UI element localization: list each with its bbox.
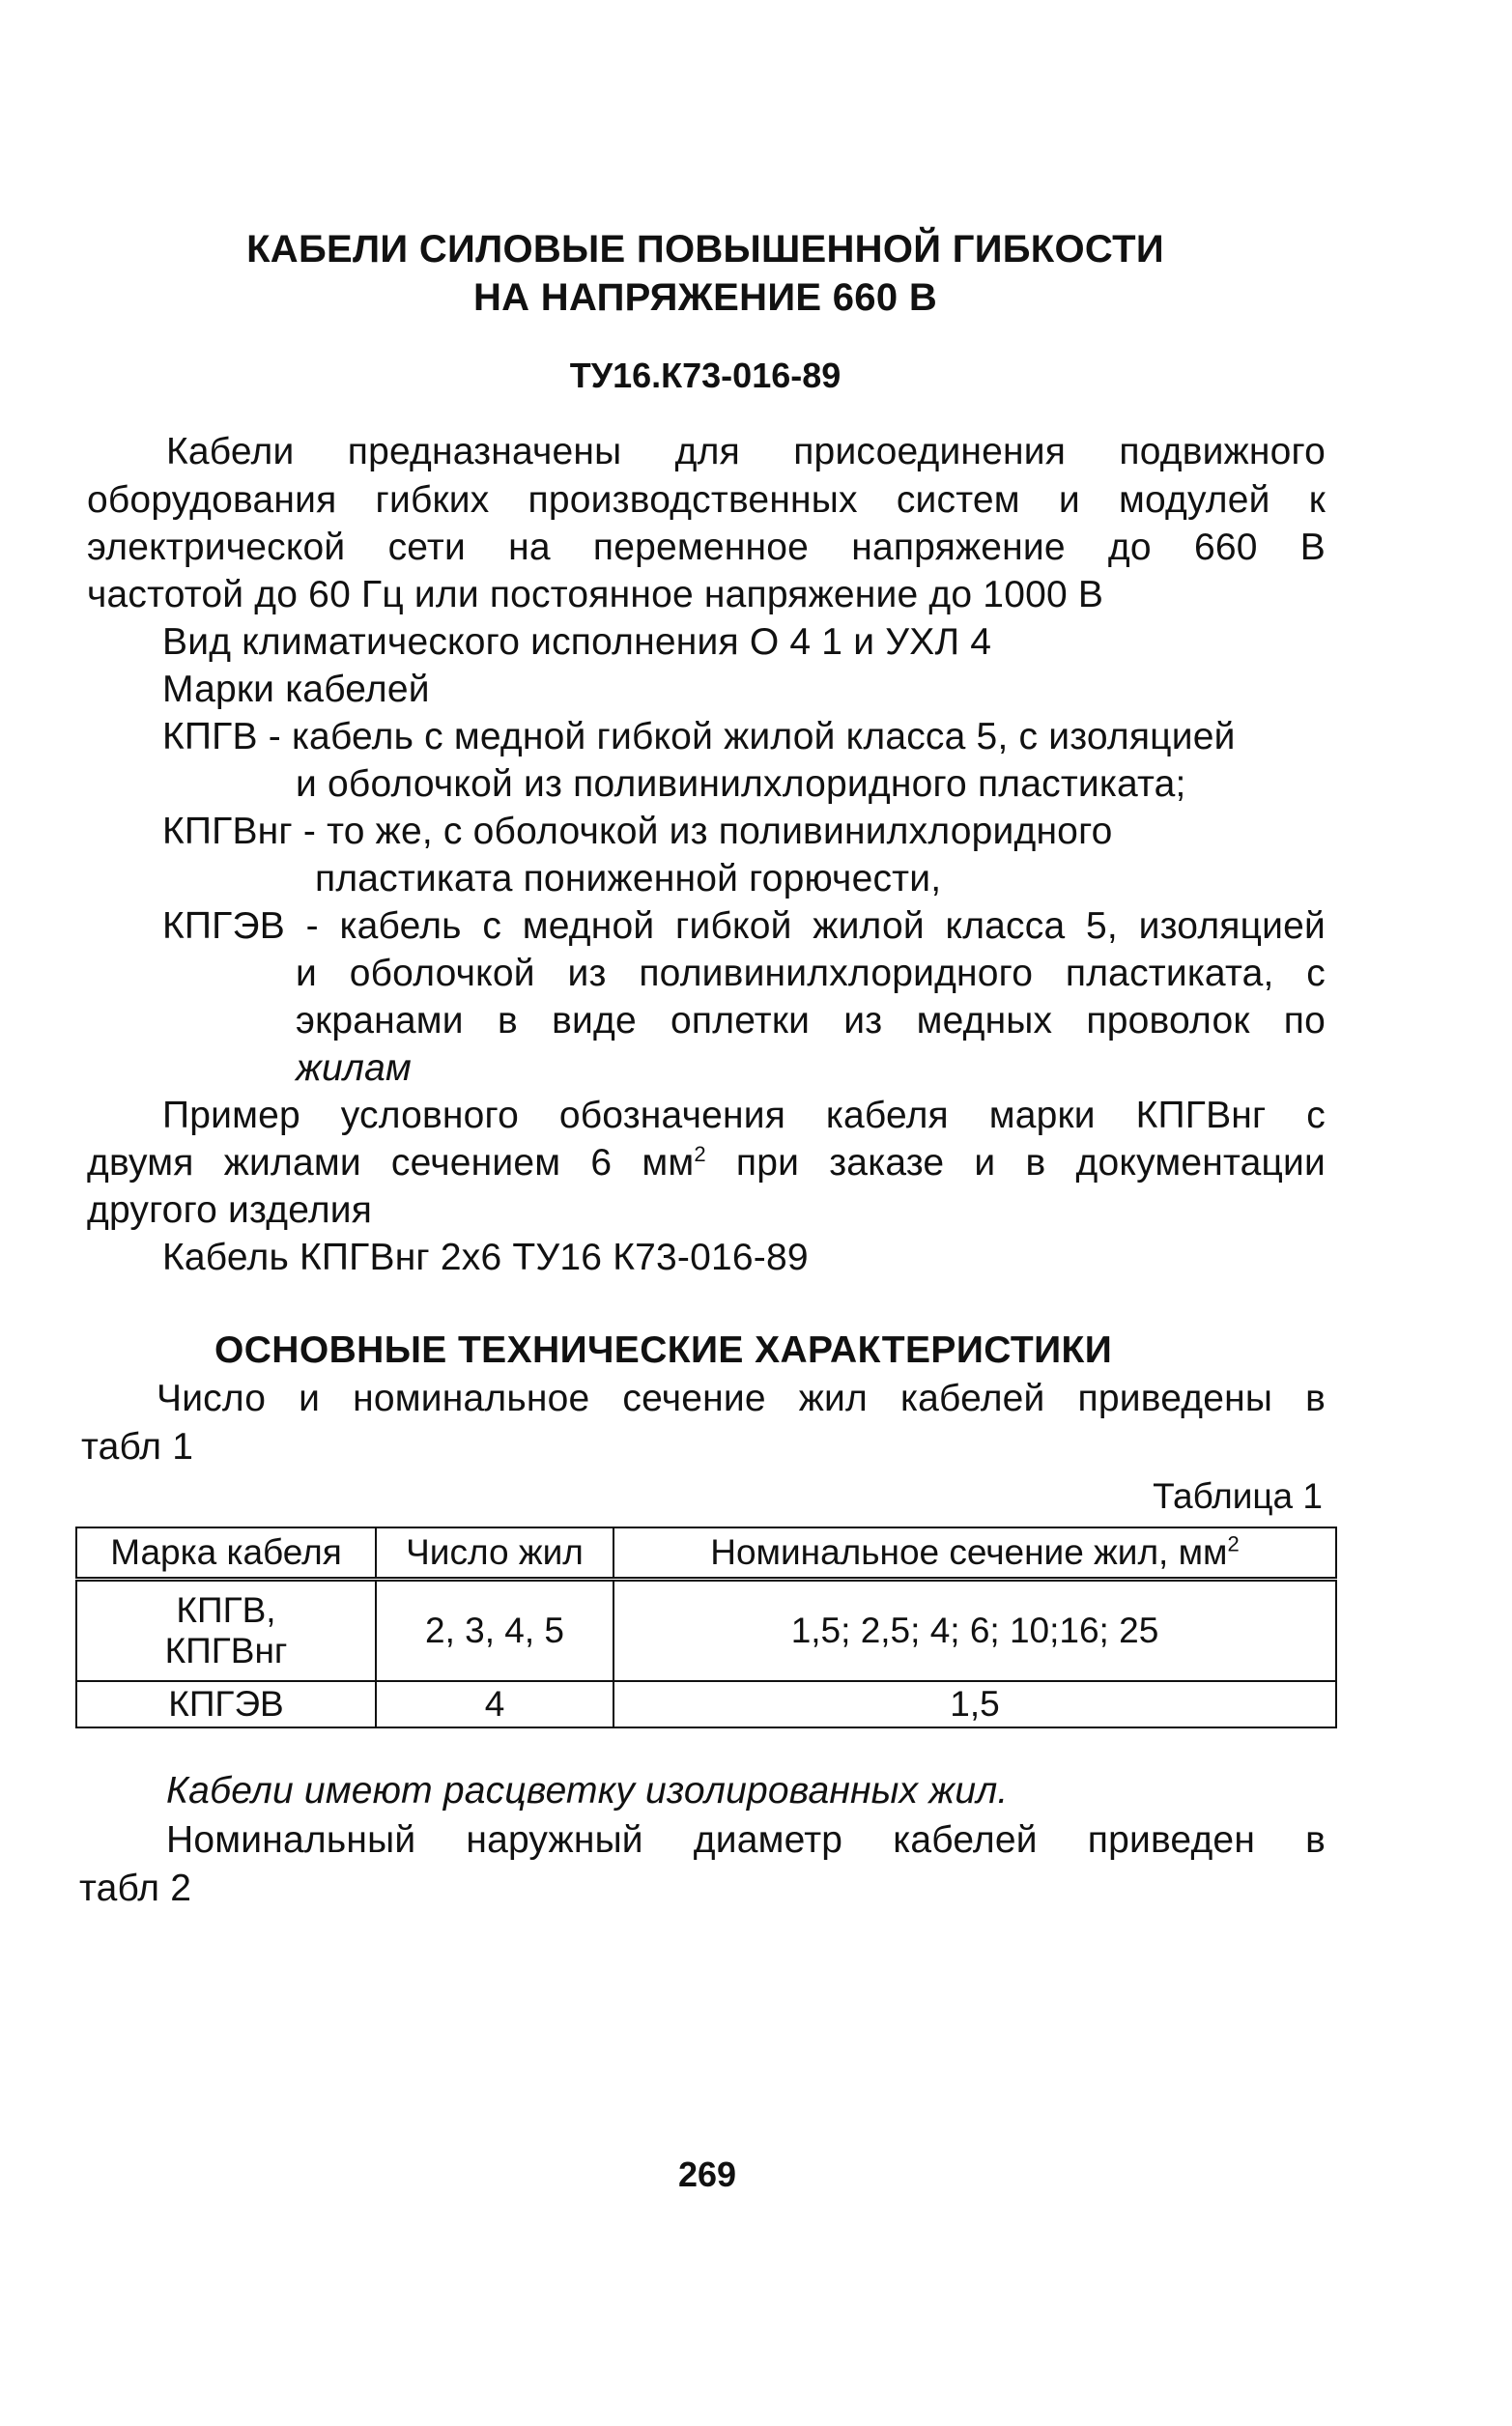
brand-kpgv-line-1: КПГВ - кабель с медной гибкой жилой класса 5, с изоляцией xyxy=(162,716,1236,757)
section-title: ОСНОВНЫЕ ТЕХНИЧЕСКИЕ ХАРАКТЕРИСТИКИ xyxy=(214,1329,1113,1371)
brand-kpgv-line-2: и оболочкой из поливинилхлоридного пластиката; xyxy=(296,763,1186,805)
brand-kpgev-line-2: и оболочкой из поливинилхлоридного пластиката, с xyxy=(296,953,1326,994)
brands-label: Марки кабелей xyxy=(162,669,430,710)
brand-kpgvng-line-2: пластиката пониженной горючести, xyxy=(315,858,942,899)
table-cell: КПГЭВ xyxy=(76,1681,376,1727)
intro-line-3: электрической сети на переменное напряжение до 660 В xyxy=(87,527,1326,568)
table-cell xyxy=(76,1580,376,1682)
page-number: 269 xyxy=(677,2155,737,2194)
table-header-row xyxy=(76,1527,1336,1580)
heading-line-1: КАБЕЛИ СИЛОВЫЕ ПОВЫШЕННОЙ ГИБКОСТИ xyxy=(246,228,1164,271)
example-designation: Кабель КПГВнг 2х6 ТУ16 К73-016-89 xyxy=(162,1237,809,1278)
diameter-line-1: Номинальный наружный диаметр кабелей приведен в xyxy=(166,1819,1326,1861)
brand-kpgev-line-3: экранами в виде оплетки из медных проволок по xyxy=(296,1000,1326,1042)
brand-kpgvng-line-1: КПГВнг - то же, с оболочкой из поливинилхлоридного xyxy=(162,811,1113,852)
cell-line: КПГВнг xyxy=(164,1631,288,1670)
example-line-2a: двумя жилами сечением 6 мм xyxy=(87,1142,695,1184)
brand-kpgev-line-1: КПГЭВ - кабель с медной гибкой жилой класса 5, изоляцией xyxy=(162,905,1326,947)
table-row xyxy=(76,1681,1336,1727)
section-para-line-2: табл 1 xyxy=(81,1426,194,1468)
diameter-line-2: табл 2 xyxy=(79,1868,192,1909)
table-cell: 4 xyxy=(376,1681,613,1727)
superscript-2: 2 xyxy=(694,1142,706,1166)
specs-table xyxy=(75,1527,1337,1728)
table-cell: 1,5; 2,5; 4; 6; 10;16; 25 xyxy=(613,1580,1336,1682)
heading-line-2: НА НАПРЯЖЕНИЕ 660 В xyxy=(472,276,938,319)
column-header xyxy=(613,1527,1336,1580)
intro-line-4: частотой до 60 Гц или постоянное напряжение до 1000 В xyxy=(87,574,1104,615)
colors-note: Кабели имеют расцветку изолированных жил. xyxy=(166,1770,1009,1812)
example-line-2b: при заказе и в документации xyxy=(705,1142,1326,1184)
intro-line-2: оборудования гибких производственных систем и модулей к xyxy=(87,479,1326,521)
example-line-1: Пример условного обозначения кабеля марки КПГВнг с xyxy=(162,1095,1326,1136)
table-cell: 2, 3, 4, 5 xyxy=(376,1580,613,1682)
cell-line: КПГВ, xyxy=(176,1590,276,1630)
example-line-2 xyxy=(87,1142,1326,1184)
climate-line: Вид климатического исполнения О 4 1 и УХЛ 4 xyxy=(162,621,992,663)
table-row xyxy=(76,1580,1336,1682)
column-header: Число жил xyxy=(376,1527,613,1580)
column-header-text: Номинальное сечение жил, мм xyxy=(710,1532,1228,1572)
table-caption: Таблица 1 xyxy=(1153,1476,1323,1516)
example-line-3: другого изделия xyxy=(87,1189,373,1231)
table-cell: 1,5 xyxy=(613,1681,1336,1727)
superscript-2: 2 xyxy=(1227,1531,1240,1556)
standard-code: ТУ16.К73-016-89 xyxy=(569,356,842,395)
brand-kpgev-line-4: жилам xyxy=(296,1047,412,1089)
section-para-line-1: Число и номинальное сечение жил кабелей приведены в xyxy=(157,1378,1326,1419)
intro-line-1: Кабели предназначены для присоединения подвижного xyxy=(166,431,1326,472)
column-header: Марка кабеля xyxy=(76,1527,376,1580)
